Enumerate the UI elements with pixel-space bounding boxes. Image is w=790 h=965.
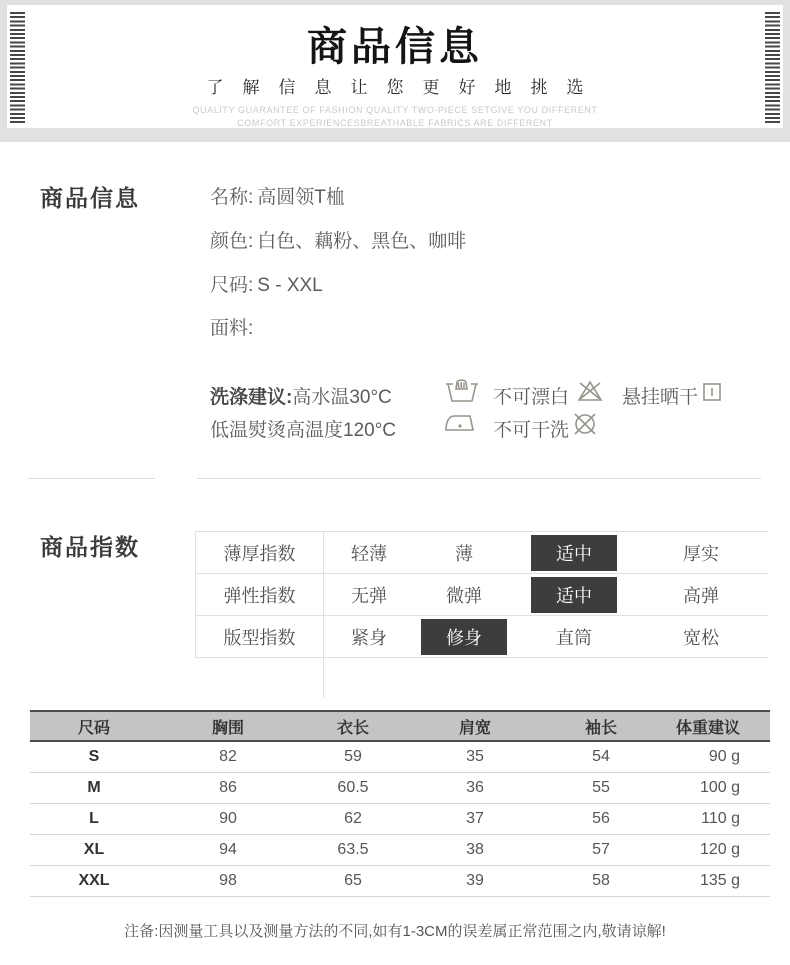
cell: 82 [158,741,298,772]
product-index-table [195,531,768,658]
cell: 63.5 [298,834,408,865]
cell: 58 [542,865,660,896]
field-color-value: 白色、藕粉、黑色、咖啡 [257,231,467,252]
index-row-thickness [196,532,768,574]
cell: 98 [158,865,298,896]
cell: 135 g [660,865,770,896]
field-name [210,182,345,209]
no-dryclean-label: 不可干洗 [493,420,570,441]
index-table-tail-line [323,658,324,698]
index-row-label: 薄厚指数 [196,532,324,573]
cell: 60.5 [298,772,408,803]
cell: 86 [158,772,298,803]
col-header-length: 衣长 [298,711,408,741]
field-size-value: S - XXL [257,275,323,296]
index-option: 宽松 [683,627,719,648]
divider-right-segment [197,478,761,479]
cell: 57 [542,834,660,865]
cell: 59 [298,741,408,772]
cell: 54 [542,741,660,772]
index-option: 修身 [414,619,514,655]
field-color-label: 颜色: [210,231,254,252]
hand-wash-icon [444,378,480,404]
cell: 65 [298,865,408,896]
wash-temp-text: 高水温30°C [292,387,392,408]
hang-dry-icon [702,382,722,402]
field-fabric-label: 面料: [210,318,254,339]
section-label-product-info: 商品信息 [40,185,140,211]
index-option: 高弹 [683,585,719,606]
col-header-bust: 胸围 [158,711,298,741]
size-chart-header-row [30,711,770,741]
index-option: 适中 [514,535,634,571]
table-row [30,865,770,896]
cell: 100 g [660,772,770,803]
index-option: 薄 [455,543,473,564]
field-name-label: 名称: [210,187,254,208]
field-fabric [210,313,257,340]
cell: 110 g [660,803,770,834]
size-chart-table [30,710,770,897]
index-option: 轻薄 [351,543,387,564]
cell: M [30,772,158,803]
cell: 55 [542,772,660,803]
index-option: 紧身 [351,627,387,648]
cell: XXL [30,865,158,896]
page-title: 商品信息 [307,23,483,70]
index-row-label: 版型指数 [196,616,324,657]
field-size [210,270,323,297]
cell: XL [30,834,158,865]
divider-left-segment [28,478,155,479]
index-option: 直筒 [556,627,592,648]
header-caption-line2: COMFORT EXPERIENCESBREATHABLE FABRICS ARE DIFFERENT [237,118,553,128]
hang-dry-label: 悬挂晒干 [622,387,699,408]
cell: 90 g [660,741,770,772]
iron-low-icon [444,413,478,434]
wash-advice-label: 洗涤建议: [210,387,293,408]
index-option: 厚实 [683,543,719,564]
cell: 94 [158,834,298,865]
field-size-label: 尺码: [210,275,254,296]
field-color [210,226,466,253]
table-row [30,772,770,803]
table-row [30,834,770,865]
col-header-size: 尺码 [30,711,158,741]
col-header-weight: 体重建议 [660,711,770,741]
no-bleach-icon [576,379,604,403]
index-option: 无弹 [351,585,387,606]
field-name-value: 高圆领T桖 [257,187,345,208]
measurement-note: 注备:因测量工具以及测量方法的不同,如有1-3CM的误差属正常范围之内,敬请谅解! [124,923,666,940]
col-header-shoulder: 肩宽 [408,711,542,741]
cell: L [30,803,158,834]
index-option: 适中 [514,577,634,613]
section-label-product-index: 商品指数 [40,534,140,560]
index-row-elasticity [196,574,768,616]
col-header-sleeve: 袖长 [542,711,660,741]
header-caption-line1: QUALITY GUARANTEE OF FASHION QUALITY TWO-PIECE SETGIVE YOU DIFFERENT [192,105,598,115]
header-banner [7,5,783,128]
cell: 37 [408,803,542,834]
index-row-label: 弹性指数 [196,574,324,615]
cell: 56 [542,803,660,834]
wash-advice-line2: 低温熨烫高温度120°C [210,420,397,441]
no-dryclean-icon [571,410,599,438]
cell: 120 g [660,834,770,865]
table-row [30,803,770,834]
table-row [30,741,770,772]
cell: 39 [408,865,542,896]
cell: 36 [408,772,542,803]
cell: 62 [298,803,408,834]
cell: 90 [158,803,298,834]
page-subtitle: 了解信息让您更好地挑选 [206,78,603,97]
cell: 38 [408,834,542,865]
index-option: 微弹 [446,585,482,606]
cell: S [30,741,158,772]
wash-advice-line1 [210,382,392,409]
cell: 35 [408,741,542,772]
index-row-fit [196,616,768,658]
no-bleach-label: 不可漂白 [493,387,570,408]
